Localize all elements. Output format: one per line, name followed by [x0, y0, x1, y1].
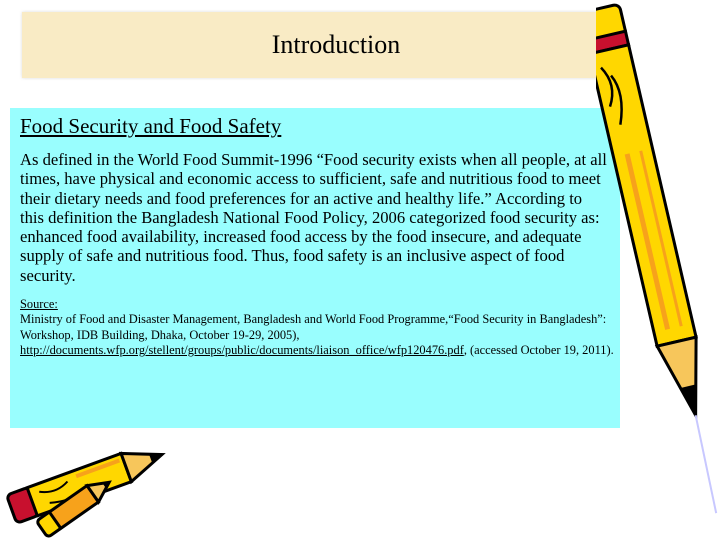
content-box [10, 108, 620, 428]
source-accessed: , (accessed October 19, 2011). [463, 343, 614, 358]
section-heading: Food Security and Food Safety [20, 114, 282, 138]
source-label: Source: [20, 297, 58, 312]
title-box [22, 12, 610, 78]
source-link[interactable]: http://documents.wfp.org/stellent/groups/public/documents/liaison_office/wfp120476.pdf [20, 343, 464, 358]
pencil-icon [596, 0, 720, 540]
pencil-icon [30, 470, 120, 540]
source-note [20, 297, 620, 359]
source-citation: Ministry of Food and Disaster Management, Bangladesh and World Food Programme,“Food Security in Bangladesh”: Workshop, IDB Building, Dhaka, October 19-29, 2005), [20, 312, 607, 342]
body-paragraph: As defined in the World Food Summit-1996 “Food security exists when all people, at all times, have physical and economic access to sufficient, safe and nutritious food to meet their dietary needs and food preferences for an active and healthy life.” According to this definition the Bangladesh National Food Policy, 2006 categorized food security as: enhanced food availability, increased food access by the food insecure, and adequate supply of safe and nutritious food. Thus, food safety is an inclusive aspect of food security. [20, 150, 607, 285]
slide-title: Introduction [271, 30, 401, 59]
